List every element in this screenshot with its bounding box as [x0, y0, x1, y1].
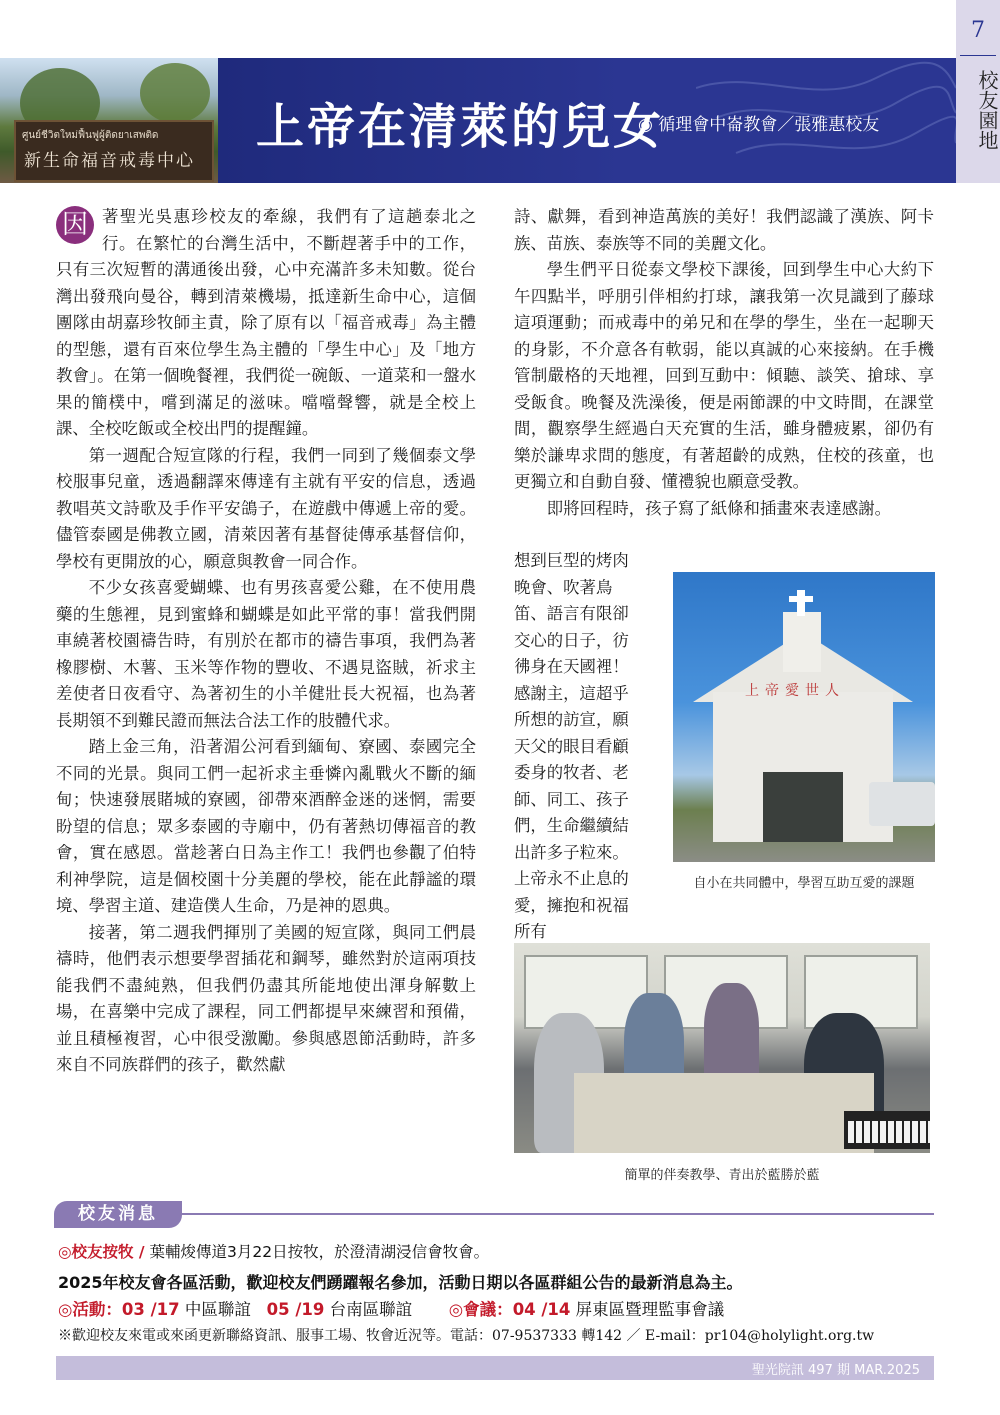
contact-info: ※歡迎校友來電或來函更新聯絡資訊、服事工場、牧會近況等。電話：07-9537333 轉142 ／ E-mail：pr104@holylight.org.tw: [58, 1328, 875, 1344]
pickup-truck: [869, 782, 935, 826]
activity-label: ◎活動：: [58, 1300, 122, 1319]
center-sign: [14, 120, 214, 182]
meeting-label: ◎會議：: [448, 1300, 513, 1319]
article-column-right: [514, 204, 934, 522]
paragraph: 接著，第二週我們揮別了美國的短宣隊，與同工們晨禱時，他們表示想要學習插花和鋼琴，雖然對於這兩項技能我們不盡純熟，但我們仍盡其所能地使出渾身解數上場，在喜樂中完成了課程，同工們都提早來練習和預備，並且積極複習，心中很受激勵。參與感恩節活動時，許多來自不同族群們的孩子，歡然獻: [56, 922, 476, 1074]
paragraph-text: 著聖光吳惠珍校友的牽線，我們有了這趟泰北之行。在繁忙的台灣生活中，不斷趕著手中的工作，只有三次短暫的溝通後出發，心中充滿許多未知數。從台灣出發飛向曼谷，轉到清萊機場，抵達新生命中心，這個團隊由胡嘉珍牧師主責，除了原有以「福音戒毒」為主體的型態，還有百來位學生為主體的「學生中心」及「地方教會」。在第一個晚餐裡，我們從一碗飯、一道菜和一盤水果的簡樸中，嚐到滿足的滋味。噹噹聲響，就是全校上課、全校吃飯或全校出門的提醒鐘。: [56, 207, 476, 438]
activity-date: 03 /17: [121, 1300, 180, 1319]
ordination-label: ◎校友按牧 /: [58, 1243, 145, 1261]
piano-keys: [848, 1121, 930, 1143]
drop-cap: 因: [56, 206, 94, 244]
paragraph: 想到巨型的烤肉晚會、吹著鳥笛、語言有限卻交心的日子，彷彿身在天國裡！感謝主，這超乎所想的訪宣，願天父的眼目看顧委身的牧者、老師、同工、孩子們，生命繼續結出許多子粒來。上帝永不止息的愛，擁抱和祝福所有: [514, 551, 629, 941]
activity-place: 中區聯誼: [184, 1300, 251, 1319]
announcement: 2025年校友會各區活動，歡迎校友們踴躍報名參加，活動日期以各區群組公告的最新消息為主。: [58, 1273, 743, 1292]
footer-bar: [56, 1356, 934, 1380]
sign-thai-text: ศูนย์ชีวิตใหม่ฟื้นฟูผู้ติดยาเสพติด: [22, 130, 159, 141]
photo-caption: 簡單的伴奏教學、青出於藍勝於藍: [624, 1168, 820, 1183]
paragraph: [56, 204, 476, 443]
footer-issue: 聖光院訊 497 期 MAR.2025: [751, 1363, 920, 1378]
meeting-date: 04 /14: [512, 1300, 571, 1319]
page-tab: [956, 0, 1000, 183]
activity-place: 台南區聯誼: [329, 1300, 413, 1319]
paragraph: 學生們平日從泰文學校下課後，回到學生中心大約下午四點半，呼朋引伴相約打球，讓我第一次見識到了藤球這項運動；而戒毒中的弟兄和在學的學生，坐在一起聊天的身影，不介意各有軟弱，能以真誠的心來接納。在手機管制嚴格的天地裡，回到互動中：傾聽、談笑、搶球、享受飯食。晚餐及洗澡後，便是兩節課的中文時間，在課堂間，觀察學生經過白天充實的生活，雖身體疲累，卻仍有樂於謙卑求問的態度，有著超齡的成熟，住校的孩童，也更獨立和自動自發、懂禮貌也願意受教。: [514, 260, 934, 491]
article-byline: ◉ 循理會中崙教會／張雅惠校友: [638, 115, 880, 135]
photo-caption: 自小在共同體中，學習互助互愛的課題: [693, 876, 915, 891]
article-column-left: [56, 204, 476, 1079]
paragraph: 不少女孩喜愛蝴蝶、也有男孩喜愛公雞，在不使用農藥的生態裡，見到蜜蜂和蝴蝶是如此平常的事！當我們開車繞著校園禱告時，有別於在都市的禱告事項，我們為著橡膠樹、木薯、玉米等作物的豐收、不遇見盜賊，祈求主差使者日夜看守、為著初生的小羊健壯長大祝福，也為著長期領不到難民證而無法合法工作的肢體代求。: [56, 578, 476, 730]
paragraph: 即將回程時，孩子寫了紙條和插畫來表達感謝。: [546, 498, 891, 518]
church-photo: [673, 572, 935, 862]
church-door: [763, 772, 843, 842]
table: [574, 1073, 874, 1153]
tree-shape: [140, 63, 210, 123]
church-sign: 上帝愛世人: [745, 683, 845, 699]
ordination-line: [58, 1240, 489, 1262]
header-photo: [0, 58, 218, 183]
cross-icon: [797, 590, 805, 616]
meeting-place: 屏東區暨理監事會議: [575, 1300, 725, 1319]
divider: [960, 55, 996, 56]
sign-chinese-text: 新生命福音戒毒中心: [24, 151, 195, 171]
article-column-side: [514, 548, 642, 946]
news-section-tag: 校友消息: [54, 1201, 182, 1228]
classroom-photo: [514, 943, 930, 1153]
article-title: 上帝在清萊的兒女: [256, 99, 665, 155]
ordination-text: 葉輔焌傳道3月22日按牧，於澄清湖浸信會牧會。: [149, 1243, 490, 1261]
title-banner: [218, 58, 956, 183]
paragraph: 第一週配合短宣隊的行程，我們一同到了幾個泰文學校服事兒童，透過翻譯來傳達有主就有平安的信息，透過教唱英文詩歌及手作平安鴿子，在遊戲中傳遞上帝的愛。儘管泰國是佛教立國，清萊因著有基督徒傳承基督信仰，學校有更開放的心，願意與教會一同合作。: [56, 445, 476, 571]
activity-date: 05 /19: [266, 1300, 325, 1319]
cross-icon: [789, 596, 813, 602]
divider: [182, 1213, 934, 1215]
church-tower: [783, 612, 821, 672]
schedule-line: [58, 1296, 724, 1320]
section-name: 校友園地: [975, 70, 999, 150]
paragraph: 詩、獻舞，看到神造萬族的美好！我們認識了漢族、阿卡族、苗族、泰族等不同的美麗文化。: [514, 207, 934, 253]
paragraph: 踏上金三角，沿著湄公河看到緬甸、寮國、泰國完全不同的光景。與同工們一起祈求主垂憐內亂戰火不斷的緬甸；快速發展賭城的寮國，卻帶來酒醉金迷的迷惘，需要盼望的信息；眾多泰國的寺廟中，仍有著熱切傳福音的教會，實在感恩。當趁著白日為主作工！我們也參觀了伯特利神學院，這是個校園十分美麗的學校，能在此靜謐的環境、學習主道、建造僕人生命，乃是神的恩典。: [56, 737, 476, 915]
page-number: 7: [971, 18, 985, 43]
